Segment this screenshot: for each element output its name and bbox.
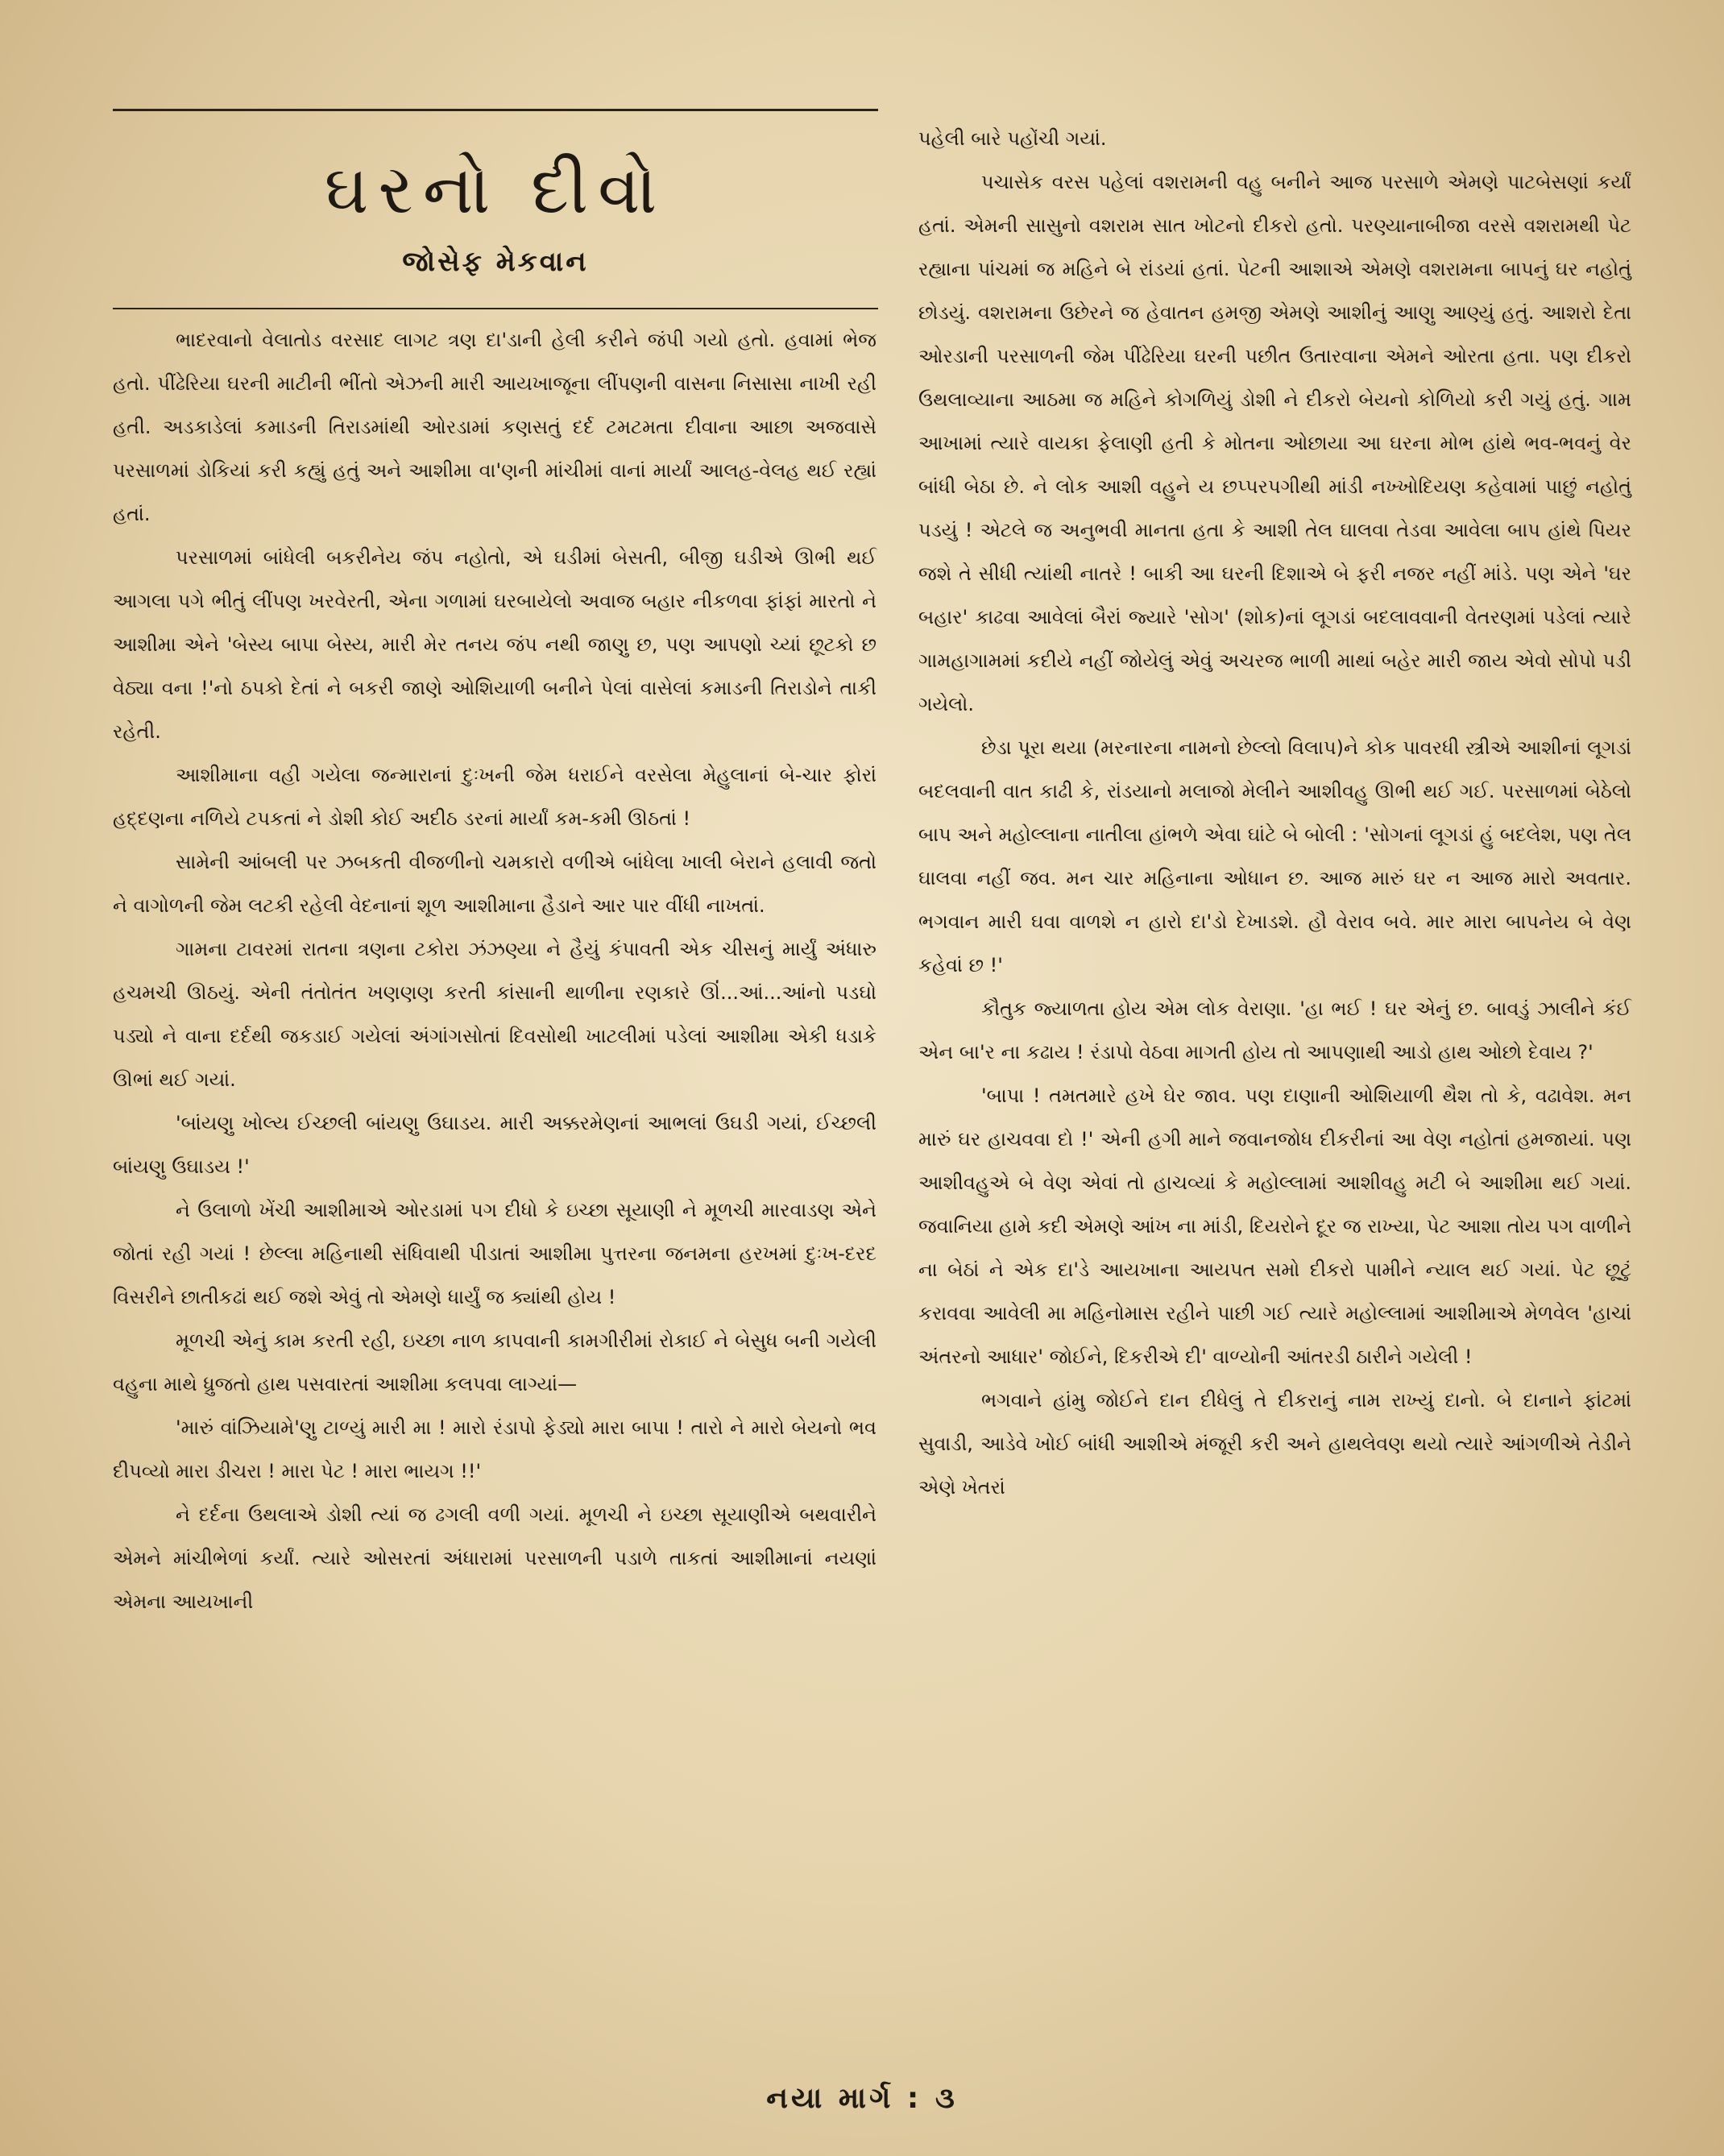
paragraph: મૂળચી એનું કામ કરતી રહી, ઇચ્છા નાળ કાપવાની કામગીરીમાં રોકાઈ ને બેસુધ બની ગયેલી વહુના માથે ધ્રુજતો હાથ પસવારતાં આશીમા કલપવા લાગ્યાં—	[113, 1329, 877, 1395]
page-footer: નયા માર્ગ : ૩	[766, 2082, 958, 2115]
paragraph: છેડા પૂરા થયા (મરનારના નામનો છેલ્લો વિલાપ)ને કોક પાવરધી સ્ત્રીએ આશીનાં લૂગડાં બદલવાની વાત કાઢી કે, રાંડયાનો મલાજો મેલીને આશીવહુ ઊભી થઈ ગઈ. પરસાળમાં બેઠેલો બાપ અને મહોલ્લાના નાતીલા હાંભળે એવા ઘાંટે બે બોલી : 'સોગનાં લૂગડાં હું બદલેશ, પણ તેલ ઘાલવા નહીં જવ. મન ચાર મહિનાના ઓધાન છ. આજ મારું ઘર ન આજ મારો અવતાર. ભગવાન મારી ઘવા વાળશે ન હારો દા'ડો દેખાડશે. હૌ વેરાવ બવે. માર મારા બાપનેય બે વેણ કહેવાં છ !'	[918, 736, 1631, 976]
paragraph: ભગવાને હાંમુ જોઈને દાન દીધેલું તે દીકરાનું નામ રાખ્યું દાનો. બે દાનાને ફાંટમાં સુવાડી, આડેવે ખોઈ બાંધી આશીએ મંજૂરી કરી અને હાથલેવણ થયો ત્યારે આંગળીએ તેડીને એણે ખેતરાં	[918, 1389, 1631, 1499]
title-top-rule	[113, 109, 878, 111]
paragraph: ને ઉલાળો ખેંચી આશીમાએ ઓરડામાં પગ દીધો કે ઇચ્છા સૂયાણી ને મૂળચી મારવાડણ એને જોતાં રહી ગયાં ! છેલ્લા મહિનાથી સંધિવાથી પીડાતાં આશીમા પુત્તરના જનમના હરખમાં દુઃખ-દરદ વિસરીને છાતીકઢાં થઈ જશે એવું તો એમણે ધાર્યું જ ક્યાંથી હોય !	[113, 1199, 877, 1308]
paragraph: ગામના ટાવરમાં રાતના ત્રણના ટકોરા ઝંઝણ્યા ને હૈયું કંપાવતી એક ચીસનું માર્યું અંધારુ હચમચી ઊઠયું. એની તંતોતંત ખણણણ કરતી કાંસાની થાળીના રણકારે ઊંં...આં...આંનો પડઘો પડ્યો ને વાના દર્દથી જકડાઈ ગયેલાં અંગાંગસોતાં દિવસોથી ખાટલીમાં પડેલાં આશીમા એકી ધડાકે ઊભાં થઈ ગયાં.	[113, 938, 877, 1091]
paragraph: આશીમાના વહી ગયેલા જન્મારાનાં દુઃખની જેમ ધરાઈને વરસેલા મેહુલાનાં બે-ચાર ફોરાં હદ્દણના નળિયે ટપકતાં ને ડોશી કોઈ અદીઠ ડરનાં માર્યાં કમ-કમી ઊઠતાં !	[113, 764, 877, 830]
right-column	[918, 117, 1631, 1509]
left-column	[113, 318, 877, 1623]
paragraph: પરસાળમાં બાંધેલી બકરીનેય જંપ નહોતો, એ ઘડીમાં બેસતી, બીજી ઘડીએ ઊભી થઈ આગલા પગે ભીતું લીંપણ ખરવેરતી, એના ગળામાં ઘરબાયેલો અવાજ બહાર નીકળવા ફાંફાં મારતો ને આશીમા એને 'બેસ્ય બાપા બેસ્ય, મારી મેર તનય જંપ નથી જાણુ છ, પણ આપણો ચ્યાં છૂટકો છ વેઠ્યા વના !'નો ઠપકો દેતાં ને બકરી જાણે ઓશિયાળી બનીને પેલાં વાસેલાં કમાડની તિરાડોને તાકી રહેતી.	[113, 546, 877, 743]
paragraph: 'બાપા ! તમતમારે હખે ઘેર જાવ. પણ દાણાની ઓશિયાળી થૈશ તો કે, વઢાવેશ. મન મારું ઘર હાચવવા દો !' એની હગી માને જવાનજોધ દીકરીનાં આ વેણ નહોતાં હમજાયાં. પણ આશીવહુએ બે વેણ એવાં તો હાચવ્યાં કે મહોલ્લામાં આશીવહુ મટી બે આશીમા થઈ ગયાં. જવાનિયા હામે કદી એમણે આંખ ના માંડી, દિયરોને દૂર જ રાખ્યા, પેટ આશા તોય પગ વાળીને ના બેઠાં ને એક દા'ડે આયખાના આયપત સમો દીકરો પામીને ન્યાલ થઈ ગયાં. પેટ છૂટું કરાવવા આવેલી મા મહિનોમાસ રહીને પાછી ગઈ ત્યારે મહોલ્લામાં આશીમાએ મેળવેલ 'હાચાં અંતરનો આધાર' જોઈને, દિકરીએ દી' વાળ્યોની આંતરડી ઠારીને ગયેલી !	[918, 1084, 1631, 1368]
paragraph: સામેની આંબલી પર ઝબકતી વીજળીનો ચમકારો વળીએ બાંધેલા ખાલી બેરાને હલાવી જતો ને વાગોળની જેમ લટકી રહેલી વેદનાનાં શૂળ આશીમાના હૈડાને આર પાર વીંધી નાખતાં.	[113, 851, 877, 917]
article-title: ઘરનો દીવો	[324, 150, 667, 229]
paragraph: 'બાંયણુ ખોલ્ય ઈચ્છલી બાંયણુ ઉઘાડય. મારી અક્કરમેણનાં આભલાં ઉઘડી ગયાં, ઈચ્છલી બાંયણુ ઉઘાડય !'	[113, 1112, 877, 1178]
title-bottom-rule	[113, 308, 878, 309]
paragraph: ભાદરવાનો વેલાતોડ વરસાદ લાગટ ત્રણ દા'ડાની હેલી કરીને જંપી ગયો હતો. હવામાં ભેજ હતો. પીંઢેરિયા ઘરની માટીની ભીંતો એઝની મારી આયખાજૂના લીંપણની વાસના નિસાસા નાખી રહી હતી. અડકાડેલાં કમાડની તિરાડમાંથી ઓરડામાં કણસતું દર્દ ટમટમતા દીવાના આછા અજવાસે પરસાળમાં ડોકિયાં કરી કહ્યું હતું અને આશીમા વા'ણની માંચીમાં વાનાં માર્યાં આલહ-વેલહ થઈ રહ્યાં હતાં.	[113, 329, 877, 525]
paragraph: કૌતુક જ્યાળતા હોય એમ લોક વેરાણા. 'હા ભઈ ! ઘર એનું છ. બાવડું ઝાલીને કંઈ એન બા'ર ના કઢાય ! રંડાપો વેઠવા માગતી હોય તો આપણાથી આડો હાથ ઓછો દેવાય ?'	[918, 997, 1631, 1063]
paragraph: પચાસેક વરસ પહેલાં વશરામની વહુ બનીને આજ પરસાળે એમણે પાટબેસણાં કર્યાં હતાં. એમની સાસુનો વશરામ સાત ખોટનો દીકરો હતો. પરણ્યાનાબીજા વરસે વશરામથી પેટ રહ્યાના પાંચમાં જ મહિને બે રાંડયાં હતાં. પેટની આશાએ એમણે વશરામના બાપનું ઘર નહોતું છોડયું. વશરામના ઉછેરને જ હેવાતન હમજી એમણે આશીનું આણુ આણ્યું હતું. આશરો દેતા ઓરડાની પરસાળની જેમ પીંઢેરિયા ઘરની પછીત ઉતારવાના એમને ઓરતા હતા. પણ દીકરો ઉથલાવ્યાના આઠમા જ મહિને કોગળિયું ડોશી ને દીકરો બેયનો કોળિયો કરી ગયું હતું. ગામ આખામાં ત્યારે વાયકા ફેલાણી હતી કે મોતના ઓછાયા આ ઘરના મોભ હાંથે ભવ-ભવનું વેર બાંધી બેઠા છે. ને લોક આશી વહુને ય છપ્પરપગીથી માંડી નખ્ખોદિયણ કહેવામાં પાછું નહોતું પડયું ! એટલે જ અનુભવી માનતા હતા કે આશી તેલ ઘાલવા તેડવા આવેલા બાપ હાંથે પિયર જશે તે સીધી ત્યાંથી નાતરે ! બાકી આ ઘરની દિશાએ બે ફરી નજર નહીં માંડે. પણ એને 'ઘર બહાર' કાઢવા આવેલાં બૈરાં જ્યારે 'સોગ' (શોક)નાં લૂગડાં બદલાવવાની વેતરણમાં પડેલાં ત્યારે ગામહાગામમાં કદીયે નહીં જોયેલું એવું અચરજ ભાળી માથાં બહેર મારી જાય એવો સોપો પડી ગયેલો.	[918, 171, 1631, 715]
paragraph: પહેલી બારે પહોંચી ગયાં.	[918, 127, 1107, 150]
article-author: જોસેફ મેકવાન	[402, 246, 589, 278]
paragraph: 'મારું વાંઝિયામે'ણુ ટાળ્યું મારી મા ! મારો રંડાપો ફેડ્યો મારા બાપા ! તારો ને મારો બેયનો ભવ દીપવ્યો મારા ડીચરા ! મારા પેટ ! મારા ભાયગ !!'	[113, 1416, 877, 1482]
paragraph: ને દર્દના ઉથલાએ ડોશી ત્યાં જ ઢગલી વળી ગયાં. મૂળચી ને ઇચ્છા સૂયાણીએ બથવારીને એમને માંચીભેળાં કર્યાં. ત્યારે ઓસરતાં અંધારામાં પરસાળની પડાળે તાકતાં આશીમાનાં નયણાં એમના આયખાની	[113, 1503, 877, 1613]
